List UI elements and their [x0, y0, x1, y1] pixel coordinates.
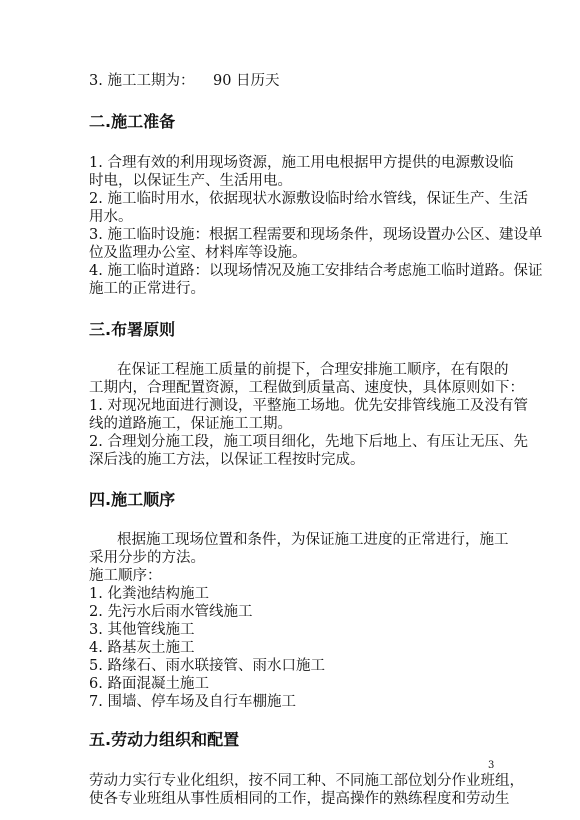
prep-line-2: 时电，以保证生产、生活用电。 — [89, 173, 292, 189]
sequence-line-2: 采用分步的方法。 — [89, 550, 205, 566]
prep-line-7: 4. 施工临时道路：以现场情况及施工安排结合考虑施工临时道路。保证 — [89, 263, 543, 279]
sequence-step-2: 2. 先污水后雨水管线施工 — [89, 604, 253, 620]
sequence-step-4: 4. 路基灰土施工 — [89, 640, 195, 656]
duration-label: 3. 施工工期为： — [89, 73, 195, 89]
prep-line-8: 施工的正常进行。 — [89, 281, 205, 297]
section-heading-preparation: 二.施工准备 — [89, 112, 176, 131]
principles-line-5: 2. 合理划分施工段，施工项目细化，先地下后地上、有压让无压、先 — [89, 434, 528, 450]
prep-line-4: 用水。 — [89, 209, 133, 225]
sequence-step-6: 6. 路面混凝土施工 — [89, 676, 209, 692]
labor-line-2: 使各专业班组从事性质相同的工作，提高操作的熟练程度和劳动生 — [89, 791, 510, 807]
sequence-step-3: 3. 其他管线施工 — [89, 622, 195, 638]
principles-line-4: 线的道路施工，保证施工工期。 — [89, 416, 292, 432]
section-heading-labor: 五.劳动力组织和配置 — [89, 730, 240, 749]
prep-line-6: 位及监理办公室、材料库等设施。 — [89, 245, 307, 261]
principles-line-2: 工期内，合理配置资源，工程做到质量高、速度快，具体原则如下： — [89, 380, 524, 396]
prep-line-5: 3. 施工临时设施：根据工程需要和现场条件，现场设置办公区、建设单 — [89, 227, 543, 243]
principles-line-3: 1. 对现况地面进行测设，平整施工场地。优先安排管线施工及没有管 — [89, 398, 528, 414]
labor-line-1: 劳动力实行专业化组织，按不同工种、不同施工部位划分作业班组， — [89, 773, 524, 789]
prep-line-1: 1. 合理有效的利用现场资源，施工用电根据甲方提供的电源敷设临 — [89, 155, 514, 171]
section-heading-sequence: 四.施工顺序 — [89, 490, 176, 509]
principles-line-1: 在保证工程施工质量的前提下，合理安排施工顺序，在有限的 — [117, 362, 509, 378]
page-number: 3 — [488, 760, 495, 771]
sequence-line-1: 根据施工现场位置和条件，为保证施工进度的正常进行，施工 — [117, 532, 509, 548]
prep-line-3: 2. 施工临时用水，依据现状水源敷设临时给水管线，保证生产、生活 — [89, 191, 528, 207]
sequence-step-7: 7. 围墙、停车场及自行车棚施工 — [89, 694, 296, 710]
sequence-step-5: 5. 路缘石、雨水联接管、雨水口施工 — [89, 658, 325, 674]
principles-line-6: 深后浅的施工方法，以保证工程按时完成。 — [89, 452, 365, 468]
duration-value: 90 日历天 — [213, 73, 280, 89]
sequence-line-3: 施工顺序： — [89, 568, 162, 584]
sequence-step-1: 1. 化粪池结构施工 — [89, 586, 209, 602]
section-heading-principles: 三.布署原则 — [89, 320, 176, 339]
